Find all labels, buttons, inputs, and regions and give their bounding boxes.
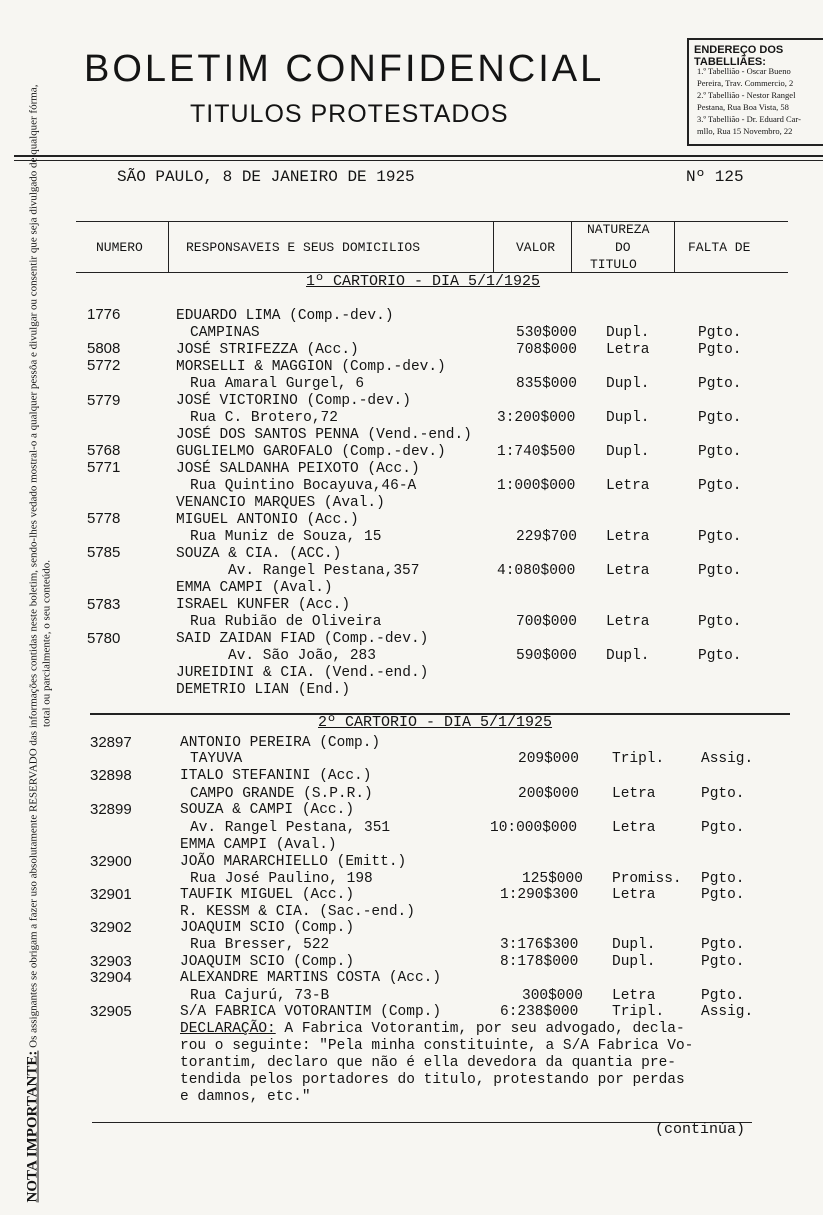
address-line: 2.º Tabellião - Nestor Rangel xyxy=(697,90,796,100)
column-header-natureza: NATUREZA xyxy=(587,222,650,237)
row-valor: 10:000$000 xyxy=(490,820,578,836)
row-valor: 835$000 xyxy=(516,376,577,392)
row-text: Rua Amaral Gurgel, 6 xyxy=(190,376,365,392)
row-numero: 5780 xyxy=(87,630,121,647)
row-numero: 32898 xyxy=(90,767,132,784)
row-numero: 5785 xyxy=(87,544,121,561)
row-text: Rua Bresser, 522 xyxy=(190,937,330,953)
row-numero: 32901 xyxy=(90,886,132,903)
row-valor: 530$000 xyxy=(516,325,577,341)
row-valor: 708$000 xyxy=(516,342,577,358)
row-text: ANTONIO PEREIRA (Comp.) xyxy=(180,735,381,751)
row-falta: Pgto. xyxy=(698,529,742,545)
row-text: ISRAEL KUNFER (Acc.) xyxy=(176,597,351,613)
row-natureza: Dupl. xyxy=(606,648,650,664)
row-text: TAYUVA xyxy=(190,751,243,767)
row-falta: Pgto. xyxy=(701,871,745,887)
row-text: Rua Quintino Bocayuva,46-A xyxy=(190,478,417,494)
row-text: JUREIDINI & CIA. (Vend.-end.) xyxy=(176,665,429,681)
row-numero: 1776 xyxy=(87,306,121,323)
row-valor: 3:200$000 xyxy=(497,410,576,426)
address-line: mllo, Rua 15 Novembro, 22 xyxy=(697,126,793,136)
row-numero: 5783 xyxy=(87,596,121,613)
address-line: 3.º Tabellião - Dr. Eduard Car- xyxy=(697,114,801,124)
row-numero: 5779 xyxy=(87,392,121,409)
row-text: JOSÉ DOS SANTOS PENNA (Vend.-end.) xyxy=(176,427,472,443)
declaration-line: A Fabrica Votorantim, por seu advogado, decla- xyxy=(275,1021,685,1037)
row-valor: 1:290$300 xyxy=(500,887,579,903)
row-numero: 32900 xyxy=(90,853,132,870)
row-falta: Assig. xyxy=(701,1004,754,1020)
row-valor: 1:000$000 xyxy=(497,478,576,494)
row-valor: 700$000 xyxy=(516,614,577,630)
row-text: GUGLIELMO GAROFALO (Comp.-dev.) xyxy=(176,444,446,460)
footer-rule xyxy=(92,1122,752,1123)
row-numero: 5772 xyxy=(87,357,121,374)
address-line: Pereira, Trav. Commercio, 2 xyxy=(697,78,794,88)
column-divider xyxy=(571,222,572,272)
column-divider xyxy=(493,222,494,272)
row-text: SOUZA & CIA. (ACC.) xyxy=(176,546,342,562)
row-numero: 32904 xyxy=(90,969,132,986)
address-line: 1.º Tabellião - Oscar Bueno xyxy=(697,66,791,76)
row-numero: 5808 xyxy=(87,340,121,357)
row-text: JOAQUIM SCIO (Comp.) xyxy=(180,954,355,970)
row-text: JOSÉ STRIFEZZA (Acc.) xyxy=(176,342,359,358)
row-natureza: Dupl. xyxy=(606,325,650,341)
row-text: CAMPINAS xyxy=(190,325,260,341)
declaration-line: rou o seguinte: "Pela minha constituinte, a S/A Fabrica Vo- xyxy=(180,1038,694,1054)
row-text: Av. Rangel Pestana,357 xyxy=(228,563,420,579)
row-valor: 8:178$000 xyxy=(500,954,579,970)
row-text: JOÃO MARARCHIELLO (Emitt.) xyxy=(180,854,407,870)
row-text: JOSÉ SALDANHA PEIXOTO (Acc.) xyxy=(176,461,420,477)
column-header-responsaveis: RESPONSAVEIS E SEUS DOMICILIOS xyxy=(186,240,421,255)
row-falta: Pgto. xyxy=(698,563,742,579)
row-text: EDUARDO LIMA (Comp.-dev.) xyxy=(176,308,394,324)
row-natureza: Letra xyxy=(606,563,650,579)
table-top-rule xyxy=(76,221,788,222)
row-valor: 590$000 xyxy=(516,648,577,664)
row-falta: Pgto. xyxy=(698,342,742,358)
row-text: VENANCIO MARQUES (Aval.) xyxy=(176,495,385,511)
side-note-label: NOTA IMPORTANTE: xyxy=(24,1050,41,1203)
row-falta: Pgto. xyxy=(701,937,745,953)
row-numero: 32899 xyxy=(90,801,132,818)
side-note-text: Os assignantes se obrigam a fazer uso absolutamente RESERVADO das informações contidas neste boletim, sendo-lhes vedado mostral-o a qualquer pessôa e divulgar ou consentir que seja divulgado de qualquer fórma, total ou parcialmente, o seu conteúdo. xyxy=(27,84,53,1048)
declaration-line: torantim, declaro que não é ella devedora da quantia pre- xyxy=(180,1055,676,1071)
row-natureza: Dupl. xyxy=(606,444,650,460)
row-natureza: Tripl. xyxy=(612,751,665,767)
header-rule-thin xyxy=(14,160,823,161)
row-text: Rua José Paulino, 198 xyxy=(190,871,373,887)
row-text: ITALO STEFANINI (Acc.) xyxy=(180,768,372,784)
row-natureza: Dupl. xyxy=(606,410,650,426)
declaration-line: e damnos, etc." xyxy=(180,1089,311,1105)
row-falta: Pgto. xyxy=(701,820,745,836)
row-falta: Pgto. xyxy=(698,444,742,460)
row-natureza: Letra xyxy=(606,478,650,494)
row-valor: 200$000 xyxy=(518,786,579,802)
row-numero: 32902 xyxy=(90,919,132,936)
bulletin-date: SÃO PAULO, 8 DE JANEIRO DE 1925 xyxy=(117,168,415,186)
row-text: SOUZA & CAMPI (Acc.) xyxy=(180,802,355,818)
bulletin-title: BOLETIM CONFIDENCIAL xyxy=(84,48,605,90)
row-numero: 32903 xyxy=(90,953,132,970)
row-numero: 5771 xyxy=(87,459,121,476)
declaration-label: DECLARAÇÃO: xyxy=(180,1021,276,1037)
row-text: JOSÉ VICTORINO (Comp.-dev.) xyxy=(176,393,411,409)
row-text: Rua C. Brotero,72 xyxy=(190,410,338,426)
row-falta: Pgto. xyxy=(701,786,745,802)
row-numero: 5778 xyxy=(87,510,121,527)
row-numero: 5768 xyxy=(87,442,121,459)
row-numero: 32905 xyxy=(90,1003,132,1020)
section-heading: 1º CARTORIO - DIA 5/1/1925 xyxy=(306,273,541,290)
column-header-falta: FALTA DE xyxy=(688,240,751,255)
row-text: S/A FABRICA VOTORANTIM (Comp.) xyxy=(180,1004,442,1020)
bulletin-number: Nº 125 xyxy=(686,168,744,186)
row-falta: Assig. xyxy=(701,751,754,767)
column-header-numero: NUMERO xyxy=(96,240,143,255)
row-valor: 3:176$300 xyxy=(500,937,579,953)
column-header-natureza: TITULO xyxy=(590,257,637,272)
row-valor: 300$000 xyxy=(522,988,583,1004)
declaration-line: tendida pelos portadores do titulo, protestando por perdas xyxy=(180,1072,685,1088)
row-valor: 4:080$000 xyxy=(497,563,576,579)
row-natureza: Tripl. xyxy=(612,1004,665,1020)
row-natureza: Dupl. xyxy=(612,954,656,970)
column-divider xyxy=(168,222,169,272)
row-natureza: Dupl. xyxy=(606,376,650,392)
row-natureza: Promiss. xyxy=(612,871,682,887)
row-falta: Pgto. xyxy=(698,410,742,426)
row-valor: 209$000 xyxy=(518,751,579,767)
row-valor: 229$700 xyxy=(516,529,577,545)
row-text: Av. São João, 283 xyxy=(228,648,376,664)
row-text: EMMA CAMPI (Aval.) xyxy=(180,837,337,853)
row-falta: Pgto. xyxy=(698,648,742,664)
row-text: TAUFIK MIGUEL (Acc.) xyxy=(180,887,355,903)
row-text: ALEXANDRE MARTINS COSTA (Acc.) xyxy=(180,970,442,986)
row-text: R. KESSM & CIA. (Sac.-end.) xyxy=(180,904,415,920)
row-natureza: Letra xyxy=(612,887,656,903)
row-text: DEMETRIO LIAN (End.) xyxy=(176,682,351,698)
row-text: Rua Rubião de Oliveira xyxy=(190,614,382,630)
section-heading: 2º CARTORIO - DIA 5/1/1925 xyxy=(318,714,553,731)
row-natureza: Letra xyxy=(612,820,656,836)
row-numero: 32897 xyxy=(90,734,132,751)
row-text: SAID ZAIDAN FIAD (Comp.-dev.) xyxy=(176,631,429,647)
row-valor: 6:238$000 xyxy=(500,1004,579,1020)
row-natureza: Letra xyxy=(606,614,650,630)
address-line: Pestana, Rua Boa Vista, 58 xyxy=(697,102,789,112)
column-divider xyxy=(674,222,675,272)
continued-note: (continúa) xyxy=(655,1121,746,1138)
address-box-title: ENDEREÇO DOS TABELLIÃES: xyxy=(694,44,784,68)
row-text: Rua Cajurú, 73-B xyxy=(190,988,330,1004)
address-box xyxy=(687,38,823,146)
row-valor: 1:740$500 xyxy=(497,444,576,460)
row-natureza: Letra xyxy=(606,342,650,358)
row-text: EMMA CAMPI (Aval.) xyxy=(176,580,333,596)
row-falta: Pgto. xyxy=(701,988,745,1004)
row-text: CAMPO GRANDE (S.P.R.) xyxy=(190,786,373,802)
row-natureza: Letra xyxy=(612,786,656,802)
row-text: MIGUEL ANTONIO (Acc.) xyxy=(176,512,359,528)
row-text: JOAQUIM SCIO (Comp.) xyxy=(180,920,355,936)
row-text: MORSELLI & MAGGION (Comp.-dev.) xyxy=(176,359,446,375)
row-falta: Pgto. xyxy=(701,954,745,970)
row-text: Rua Muniz de Souza, 15 xyxy=(190,529,382,545)
row-valor: 125$000 xyxy=(522,871,583,887)
row-falta: Pgto. xyxy=(698,614,742,630)
column-header-valor: VALOR xyxy=(516,240,556,255)
row-natureza: Letra xyxy=(612,988,656,1004)
side-note xyxy=(24,84,54,1204)
column-header-natureza: DO xyxy=(615,240,631,255)
row-falta: Pgto. xyxy=(698,478,742,494)
row-falta: Pgto. xyxy=(698,376,742,392)
row-falta: Pgto. xyxy=(701,887,745,903)
row-falta: Pgto. xyxy=(698,325,742,341)
row-natureza: Dupl. xyxy=(612,937,656,953)
bulletin-subtitle: TITULOS PROTESTADOS xyxy=(190,100,509,128)
header-rule xyxy=(14,155,823,157)
row-text: Av. Rangel Pestana, 351 xyxy=(190,820,391,836)
row-natureza: Letra xyxy=(606,529,650,545)
